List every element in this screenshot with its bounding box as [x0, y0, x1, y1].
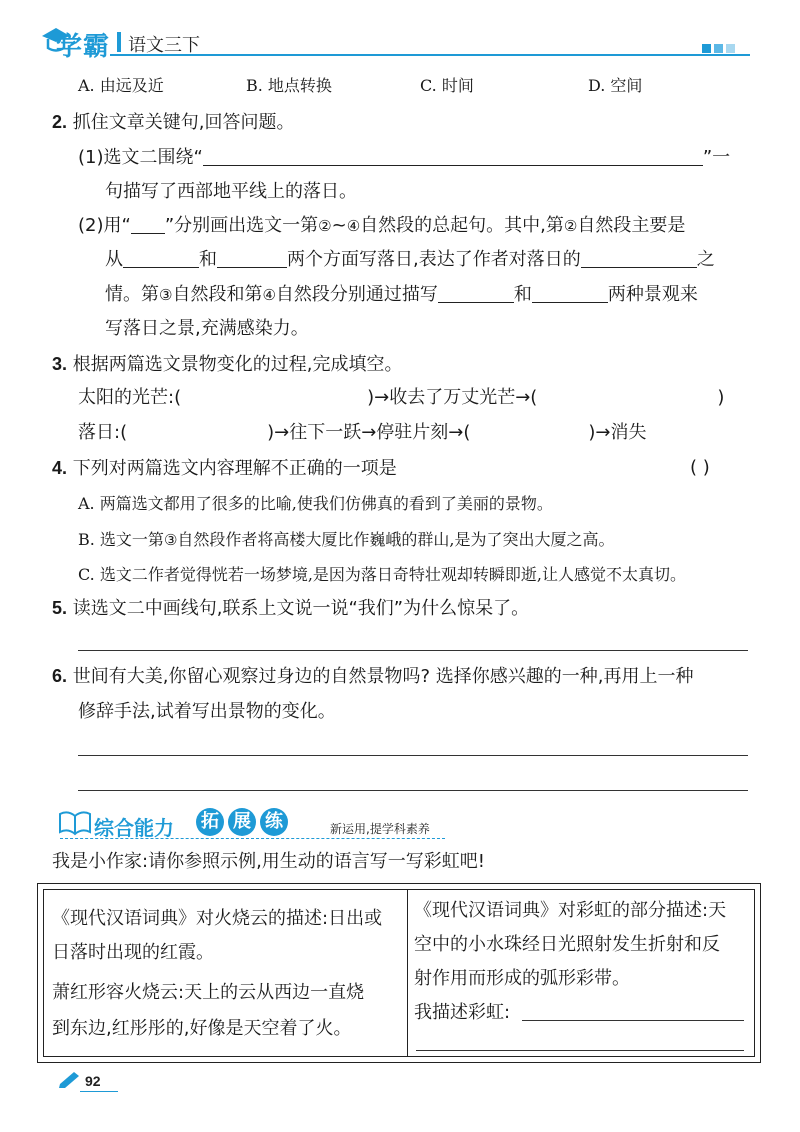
q2-mark-blank[interactable]	[131, 215, 165, 234]
q1-option-d: D. 空间	[588, 76, 643, 95]
q2-aspect1-blank[interactable]	[123, 249, 199, 268]
question-2-stem: 2. 抓住文章关键句,回答问题。	[52, 112, 295, 133]
q1-option-c: C. 时间	[420, 76, 474, 95]
rainbow-answer-line-1[interactable]	[522, 1020, 744, 1021]
q4-answer-paren[interactable]: ( )	[690, 457, 710, 478]
q4-option-b: B. 选文一第③自然段作者将高楼大厦比作巍峨的群山,是为了突出大厦之高。	[78, 530, 615, 549]
pencil-icon	[58, 1070, 82, 1092]
q2-part1-line2: 句描写了西部地平线上的落日。	[105, 181, 357, 202]
left-cell-line-3: 萧红形容火烧云:天上的云从西边一直烧	[52, 982, 365, 1003]
q2-scene1-blank[interactable]	[438, 284, 514, 303]
q5-answer-line[interactable]	[78, 650, 748, 651]
right-cell-line-3: 射作用而形成的弧形彩带。	[414, 968, 630, 989]
right-cell-line-2: 空中的小水珠经日光照射发生折射和反	[414, 934, 720, 955]
writing-task: 我是小作家:请你参照示例,用生动的语言写一写彩虹吧!	[52, 851, 485, 872]
question-5-stem: 5. 读选文二中画线句,联系上文说一说“我们”为什么惊呆了。	[52, 598, 530, 619]
question-3-stem: 3. 根据两篇选文景物变化的过程,完成填空。	[52, 354, 403, 375]
question-4-stem: 4. 下列对两篇选文内容理解不正确的一项是	[52, 458, 397, 479]
q2-aspect2-blank[interactable]	[217, 249, 287, 268]
question-6-line1: 6. 世间有大美,你留心观察过身边的自然景物吗? 选择你感兴趣的一种,再用上一种	[52, 666, 694, 687]
section-note: 新运用,提学科素养	[330, 822, 430, 836]
left-cell-line-2: 日落时出现的红霞。	[52, 942, 214, 963]
right-cell-line-4: 我描述彩虹:	[414, 1002, 511, 1023]
q2-part2-line3: 情。第③自然段和第④自然段分别通过描写 和 两种景观来	[105, 284, 698, 305]
section-badge-2: 展	[228, 808, 256, 836]
logo-text: 学霸	[56, 32, 111, 62]
section-title: 综合能力	[94, 816, 174, 840]
header-separator	[117, 32, 121, 52]
book-icon	[58, 810, 92, 840]
section-badge-1: 拓	[196, 808, 224, 836]
section-badge-3: 练	[260, 808, 288, 836]
q2-part2-line2: 从 和 两个方面写落日,表达了作者对落日的 之	[105, 249, 715, 270]
q1-option-a: A. 由远及近	[78, 76, 164, 95]
q2-scene2-blank[interactable]	[532, 284, 608, 303]
q2-part1-line1: (1)选文二围绕“ ”一	[78, 147, 731, 168]
left-cell-line-1: 《现代汉语词典》对火烧云的描述:日出或	[52, 908, 383, 929]
q1-option-b: B. 地点转换	[246, 76, 332, 95]
q2-part2-line1: (2)用“ ”分别画出选文一第②~④自然段的总起句。其中,第②自然段主要是	[78, 215, 686, 236]
footer-rule	[80, 1091, 118, 1092]
q6-answer-line-1[interactable]	[78, 755, 748, 756]
question-6-line2: 修辞手法,试着写出景物的变化。	[78, 701, 336, 722]
q3-sunset-row: 落日:( )→往下一跃→停驻片刻→( )→消失	[78, 422, 647, 443]
q4-option-c: C. 选文二作者觉得恍若一场梦境,是因为落日奇特壮观却转瞬即逝,让人感觉不太真切。	[78, 565, 687, 584]
q2-part2-line4: 写落日之景,充满感染力。	[105, 318, 309, 339]
page-number: 92	[85, 1073, 101, 1089]
right-cell-line-1: 《现代汉语词典》对彩虹的部分描述:天	[414, 900, 727, 921]
left-cell-line-4: 到东边,红彤彤的,好像是天空着了火。	[52, 1018, 352, 1039]
q4-option-a: A. 两篇选文都用了很多的比喻,使我们仿佛真的看到了美丽的景物。	[78, 494, 553, 513]
table-divider	[407, 889, 408, 1057]
q3-sun-row: 太阳的光芒:( )→收去了万丈光芒→( )	[78, 387, 725, 408]
header-decoration	[702, 38, 738, 57]
q2-part1-blank[interactable]	[203, 147, 703, 166]
q6-answer-line-2[interactable]	[78, 790, 748, 791]
q2-emotion-blank[interactable]	[581, 249, 697, 268]
subject-title: 语文三下	[128, 35, 200, 56]
rainbow-answer-line-2[interactable]	[416, 1050, 744, 1051]
header-rule	[110, 54, 750, 56]
section-divider	[60, 838, 445, 839]
